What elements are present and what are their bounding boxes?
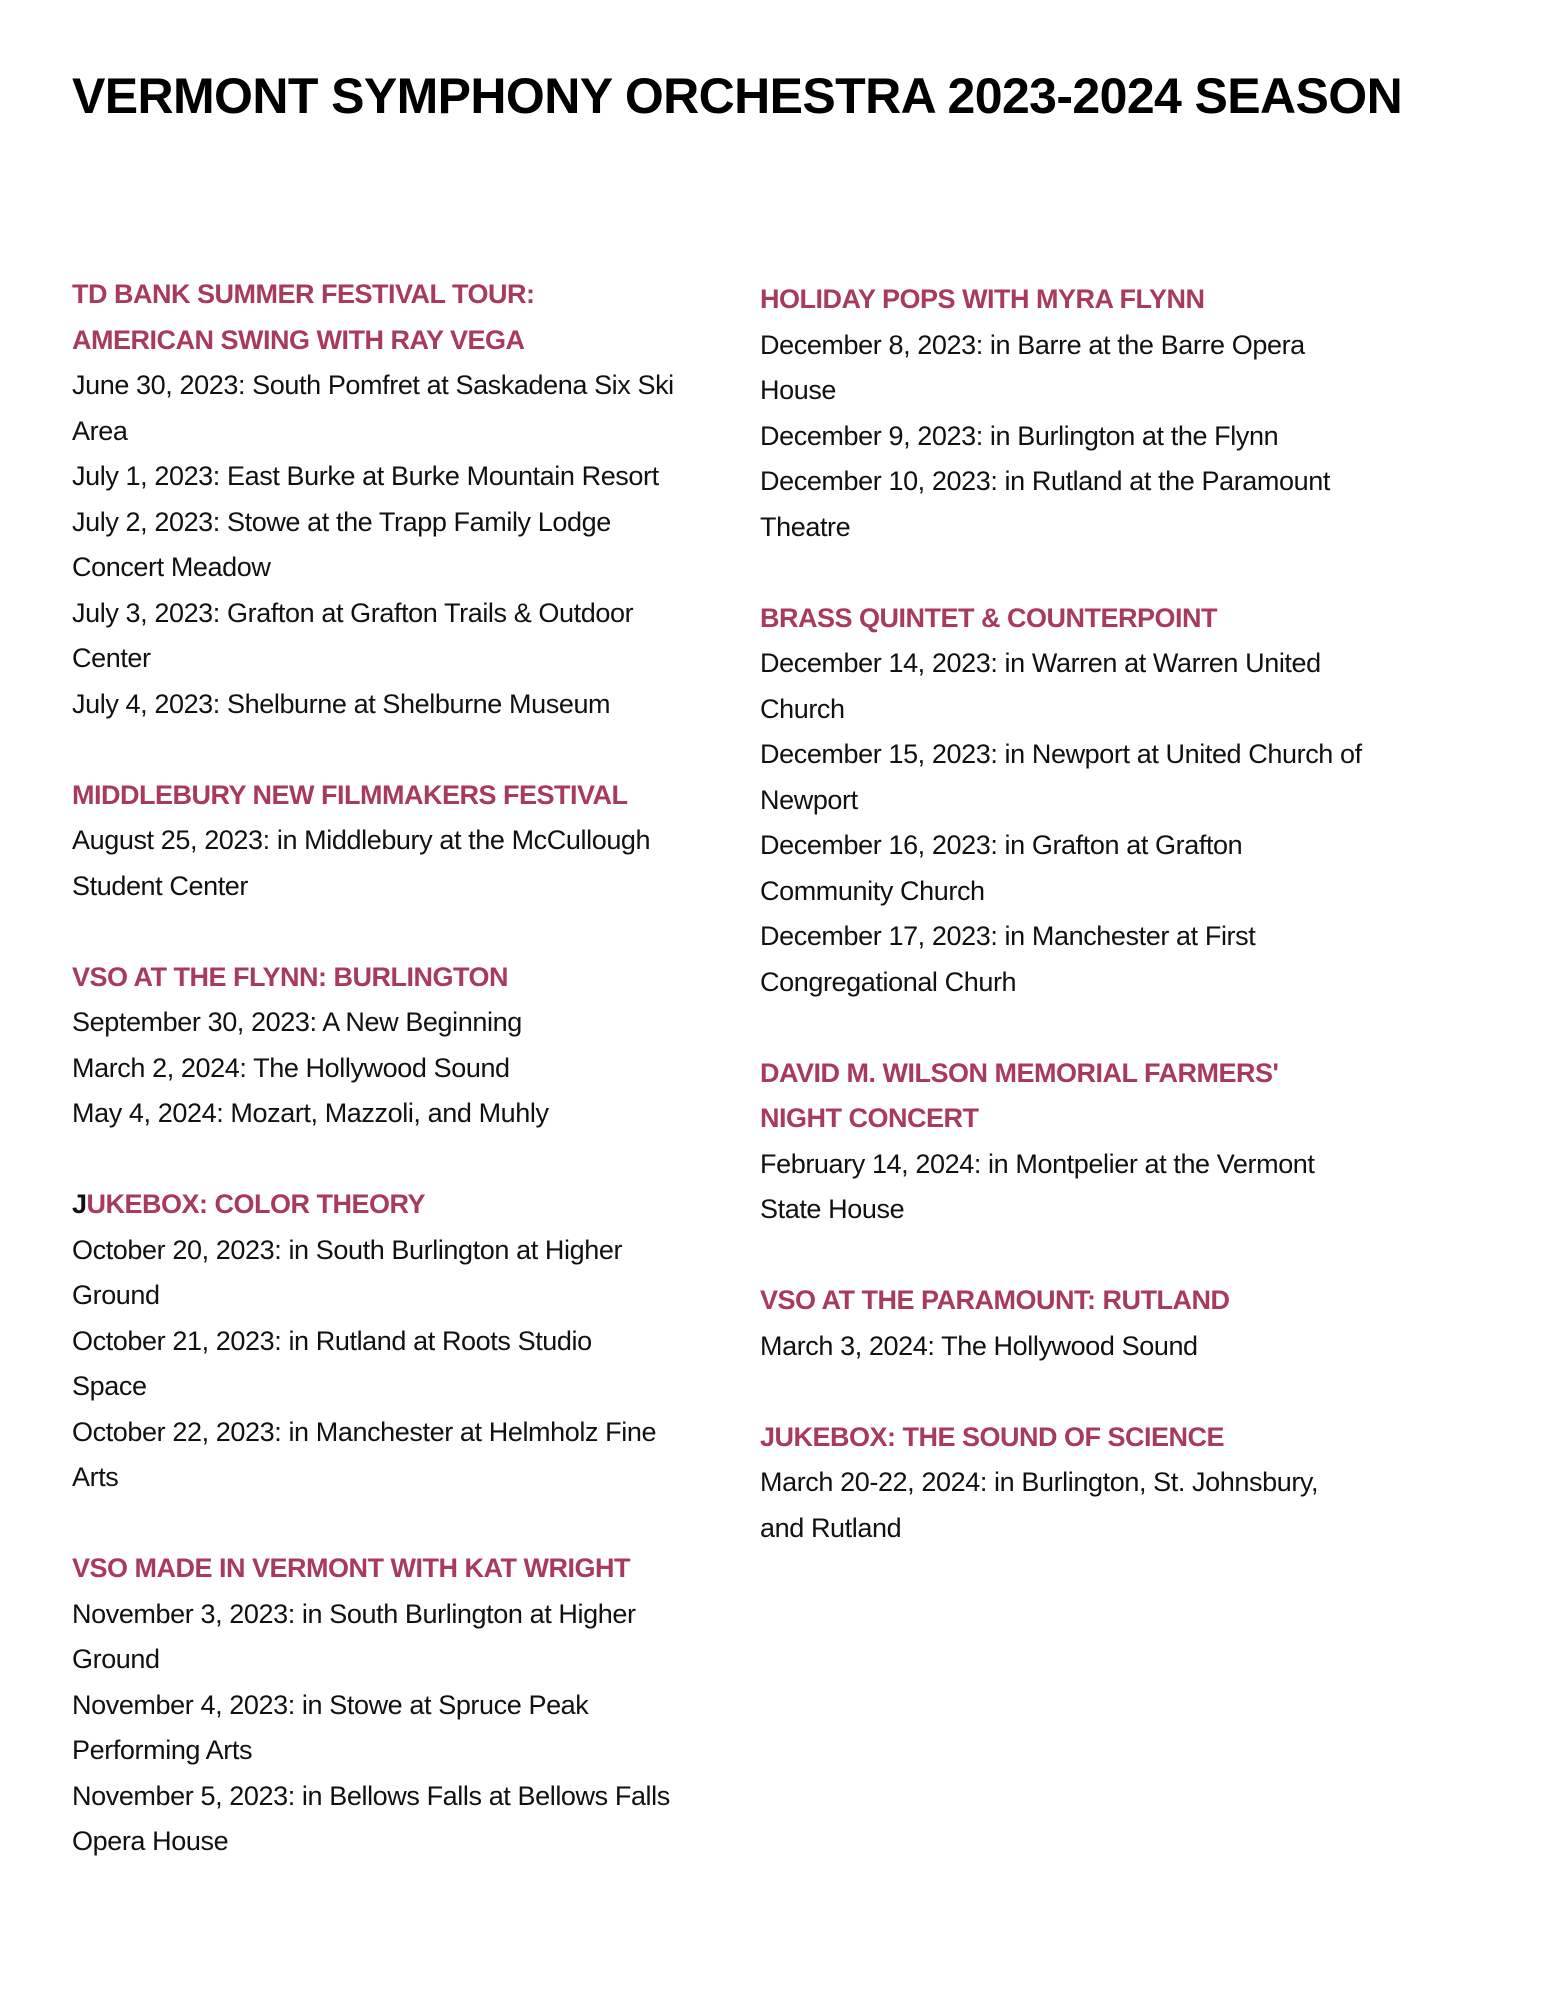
- event-date-line: Concert Meadow: [72, 552, 271, 582]
- event-date-line: March 3, 2024: The Hollywood Sound: [760, 1330, 1198, 1361]
- section-heading: VSO AT THE PARAMOUNT: RUTLAND: [760, 1285, 1230, 1315]
- section-heading: NIGHT CONCERT: [760, 1103, 979, 1133]
- event-date-line: July 4, 2023: Shelburne at Shelburne Museum: [72, 688, 611, 719]
- heading-rest: UKEBOX: COLOR THEORY: [86, 1189, 426, 1219]
- event-date-line: August 25, 2023: in Middlebury at the McCullough: [72, 825, 651, 855]
- page-title: VERMONT SYMPHONY ORCHESTRA 2023-2024 SEASON: [72, 68, 1403, 124]
- section-heading: JUKEBOX: THE SOUND OF SCIENCE: [760, 1421, 1225, 1452]
- event-date-line: March 2, 2024: The Hollywood Sound: [72, 1052, 510, 1083]
- event-date-line: Arts: [72, 1462, 119, 1492]
- event-date-line: Ground: [72, 1280, 160, 1310]
- event-section-jukebox-color-theory: [72, 1182, 752, 1501]
- event-section-vso-paramount-rutland: [760, 1278, 1460, 1369]
- event-date-line: Area: [72, 415, 128, 446]
- event-date-line: Opera House: [72, 1826, 229, 1856]
- event-date-line: June 30, 2023: South Pomfret at Saskadena Six Ski: [72, 370, 674, 400]
- event-date-line: November 3, 2023: in South Burlington at Higher: [72, 1598, 636, 1629]
- event-date-line: Church: [760, 693, 845, 724]
- event-section-middlebury-filmmakers: [72, 773, 752, 910]
- event-date-line: October 21, 2023: in Rutland at Roots Studio: [72, 1325, 592, 1356]
- event-date-line: December 9, 2023: in Burlington at the Flynn: [760, 420, 1279, 451]
- event-date-line: Newport: [760, 784, 858, 815]
- event-date-line: December 15, 2023: in Newport at United Church of: [760, 739, 1362, 769]
- event-date-line: Center: [72, 643, 151, 673]
- section-heading: VSO MADE IN VERMONT WITH KAT WRIGHT: [72, 1553, 630, 1583]
- section-heading: HOLIDAY POPS WITH MYRA FLYNN: [760, 284, 1205, 314]
- event-date-line: May 4, 2024: Mozart, Mazzoli, and Muhly: [72, 1098, 549, 1128]
- event-date-line: October 22, 2023: in Manchester at Helmholz Fine: [72, 1416, 657, 1447]
- section-heading: [72, 1182, 752, 1228]
- event-date-line: Theatre: [760, 511, 851, 542]
- event-date-line: July 3, 2023: Grafton at Grafton Trails & Outdoor: [72, 597, 634, 628]
- event-date-line: December 14, 2023: in Warren at Warren United: [760, 648, 1321, 678]
- event-section-vso-flynn-burlington: [72, 955, 752, 1137]
- event-date-line: July 1, 2023: East Burke at Burke Mountain Resort: [72, 461, 659, 491]
- event-date-line: October 20, 2023: in South Burlington at Higher: [72, 1234, 623, 1265]
- section-heading: VSO AT THE FLYNN: BURLINGTON: [72, 961, 509, 992]
- event-date-line: March 20-22, 2024: in Burlington, St. Johnsbury,: [760, 1467, 1319, 1497]
- event-section-farmers-night-concert: [760, 1051, 1460, 1233]
- event-section-holiday-pops: [760, 277, 1460, 550]
- section-heading: MIDDLEBURY NEW FILMMAKERS FESTIVAL: [72, 779, 628, 810]
- left-column: [72, 272, 752, 1910]
- event-date-line: December 8, 2023: in Barre at the Barre Opera: [760, 329, 1305, 360]
- event-date-line: December 16, 2023: in Grafton at Grafton: [760, 830, 1243, 860]
- event-section-brass-quintet: [760, 596, 1460, 1006]
- event-date-line: July 2, 2023: Stowe at the Trapp Family Lodge: [72, 506, 611, 537]
- event-date-line: Student Center: [72, 870, 249, 901]
- event-date-line: December 10, 2023: in Rutland at the Paramount: [760, 466, 1330, 496]
- event-date-line: Space: [72, 1371, 147, 1401]
- event-date-line: November 5, 2023: in Bellows Falls at Bellows Falls: [72, 1780, 670, 1811]
- section-heading: AMERICAN SWING WITH RAY VEGA: [72, 324, 525, 355]
- section-heading: DAVID M. WILSON MEMORIAL FARMERS': [760, 1057, 1279, 1088]
- event-date-line: February 14, 2024: in Montpelier at the Vermont: [760, 1148, 1315, 1179]
- event-date-line: Performing Arts: [72, 1735, 253, 1765]
- event-date-line: and Rutland: [760, 1512, 902, 1543]
- event-date-line: Community Church: [760, 875, 985, 906]
- event-date-line: December 17, 2023: in Manchester at First: [760, 921, 1256, 951]
- event-date-line: September 30, 2023: A New Beginning: [72, 1007, 522, 1037]
- event-date-line: State House: [760, 1194, 905, 1224]
- right-column: [760, 277, 1460, 1597]
- section-heading: BRASS QUINTET & COUNTERPOINT: [760, 602, 1218, 633]
- event-date-line: House: [760, 375, 837, 405]
- event-date-line: Congregational Churh: [760, 966, 1017, 997]
- event-date-line: November 4, 2023: in Stowe at Spruce Peak: [72, 1689, 589, 1720]
- event-section-vso-made-in-vermont: [72, 1546, 752, 1865]
- heading-first-letter: J: [72, 1189, 87, 1219]
- event-section-td-bank-summer-festival: [72, 272, 752, 727]
- section-heading: TD BANK SUMMER FESTIVAL TOUR:: [72, 279, 535, 309]
- event-date-line: Ground: [72, 1644, 160, 1674]
- event-section-jukebox-sound-of-science: [760, 1415, 1460, 1552]
